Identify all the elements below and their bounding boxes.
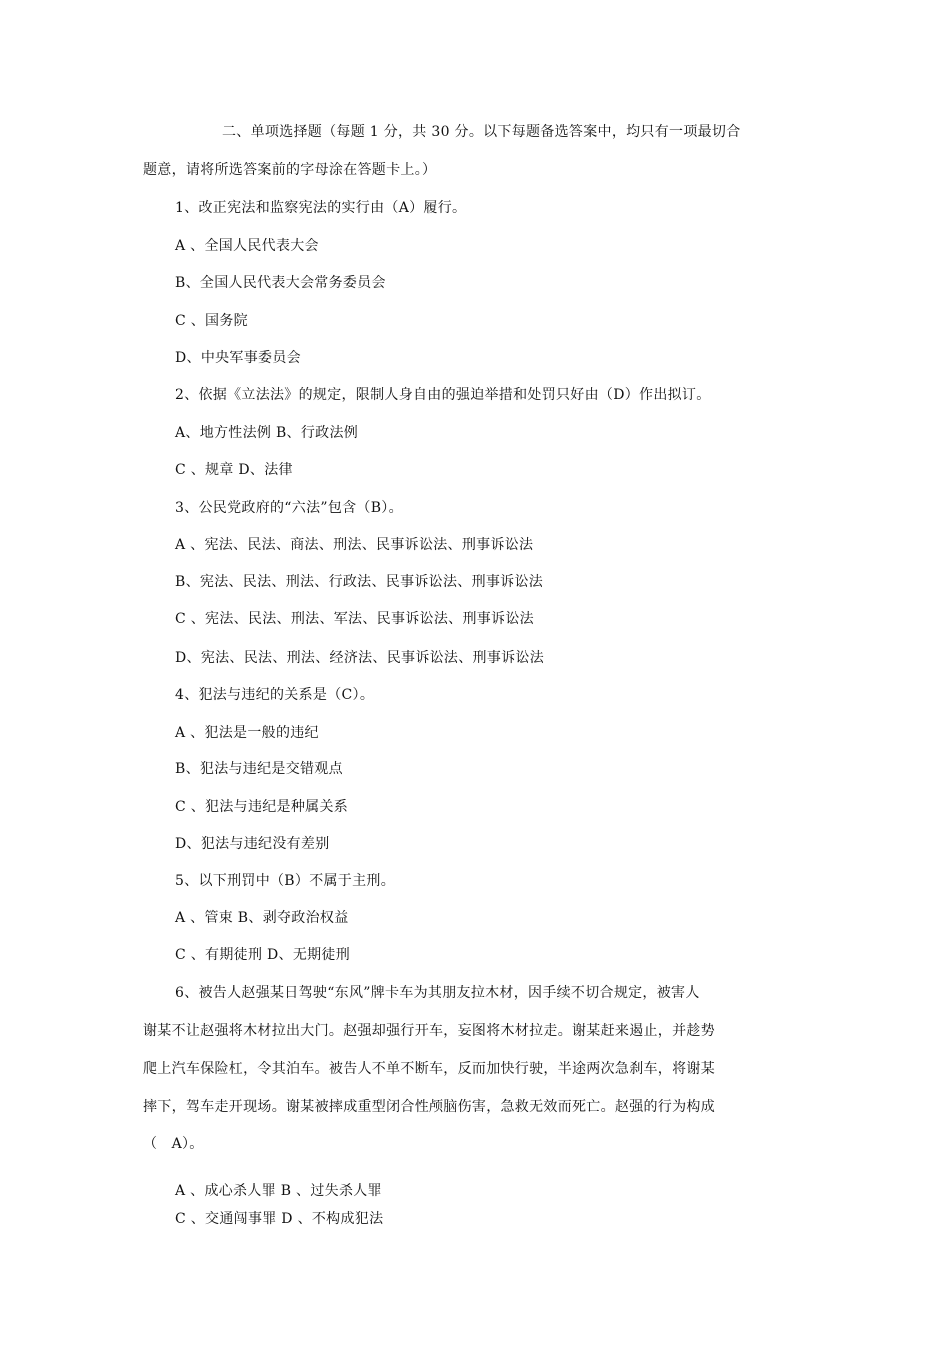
q3-option-d: D、宪法、民法、刑法、经济法、民事诉讼法、刑事诉讼法 (175, 650, 545, 666)
section-title-line-1: 二、单项选择题（每题 1 分，共 30 分。以下每题备选答案中，均只有一项最切合 (222, 124, 741, 140)
q1-option-b: B、全国人民代表大会常务委员会 (175, 275, 386, 291)
q4-option-b: B、犯法与违纪是交错观点 (175, 761, 343, 777)
q1-stem: 1、改正宪法和监察宪法的实行由（A）履行。 (175, 200, 467, 216)
q6-stem-line-4: 摔下，驾车走开现场。谢某被摔成重型闭合性颅脑伤害，急救无效而死亡。赵强的行为构成 (143, 1099, 715, 1115)
q4-option-c: C 、犯法与违纪是种属关系 (175, 799, 349, 815)
q6-options-ab: A 、成心杀人罪 B 、过失杀人罪 (175, 1183, 382, 1199)
q6-stem-line-2: 谢某不让赵强将木材拉出大门。赵强却强行开车，妄图将木材拉走。谢某赶来遏止，并趁势 (143, 1023, 715, 1039)
q4-stem: 4、犯法与违纪的关系是（C）。 (175, 687, 375, 703)
q4-option-d: D、犯法与违纪没有差别 (175, 836, 330, 852)
q3-stem: 3、公民党政府的“六法”包含（B）。 (175, 500, 403, 516)
q3-option-c: C 、宪法、民法、刑法、军法、民事诉讼法、刑事诉讼法 (175, 611, 534, 627)
q2-options-ab: A、地方性法例 B、行政法例 (175, 425, 359, 441)
q2-options-cd: C 、规章 D、法律 (175, 462, 293, 478)
q1-option-c: C 、国务院 (175, 313, 248, 329)
q5-stem: 5、以下刑罚中（B）不属于主刑。 (175, 873, 395, 889)
q6-options-cd: C 、交通闯事罪 D 、不构成犯法 (175, 1211, 384, 1227)
q5-options-ab: A 、管束 B、剥夺政治权益 (175, 910, 349, 926)
q5-options-cd: C 、有期徒刑 D、无期徒刑 (175, 947, 351, 963)
q4-option-a: A 、犯法是一般的违纪 (175, 725, 319, 741)
section-title-line-2: 题意，请将所选答案前的字母涂在答题卡上。） (143, 162, 437, 178)
q3-option-a: A 、宪法、民法、商法、刑法、民事诉讼法、刑事诉讼法 (175, 537, 534, 553)
q3-option-b: B、宪法、民法、刑法、行政法、民事诉讼法、刑事诉讼法 (175, 574, 544, 590)
q6-stem-line-1: 6、被告人赵强某日驾驶“东风”牌卡车为其朋友拉木材，因手续不切合规定，被害人 (175, 985, 700, 1001)
q1-option-d: D、中央军事委员会 (175, 350, 301, 366)
q6-stem-line-3: 爬上汽车保险杠，令其泊车。被告人不单不断车，反而加快行驶，半途两次急刹车，将谢某 (143, 1061, 715, 1077)
q6-stem-line-5: （ A）。 (143, 1136, 204, 1152)
q1-option-a: A 、全国人民代表大会 (175, 238, 319, 254)
q2-stem: 2、依据《立法法》的规定，限制人身自由的强迫举措和处罚只好由（D）作出拟订。 (175, 387, 711, 403)
